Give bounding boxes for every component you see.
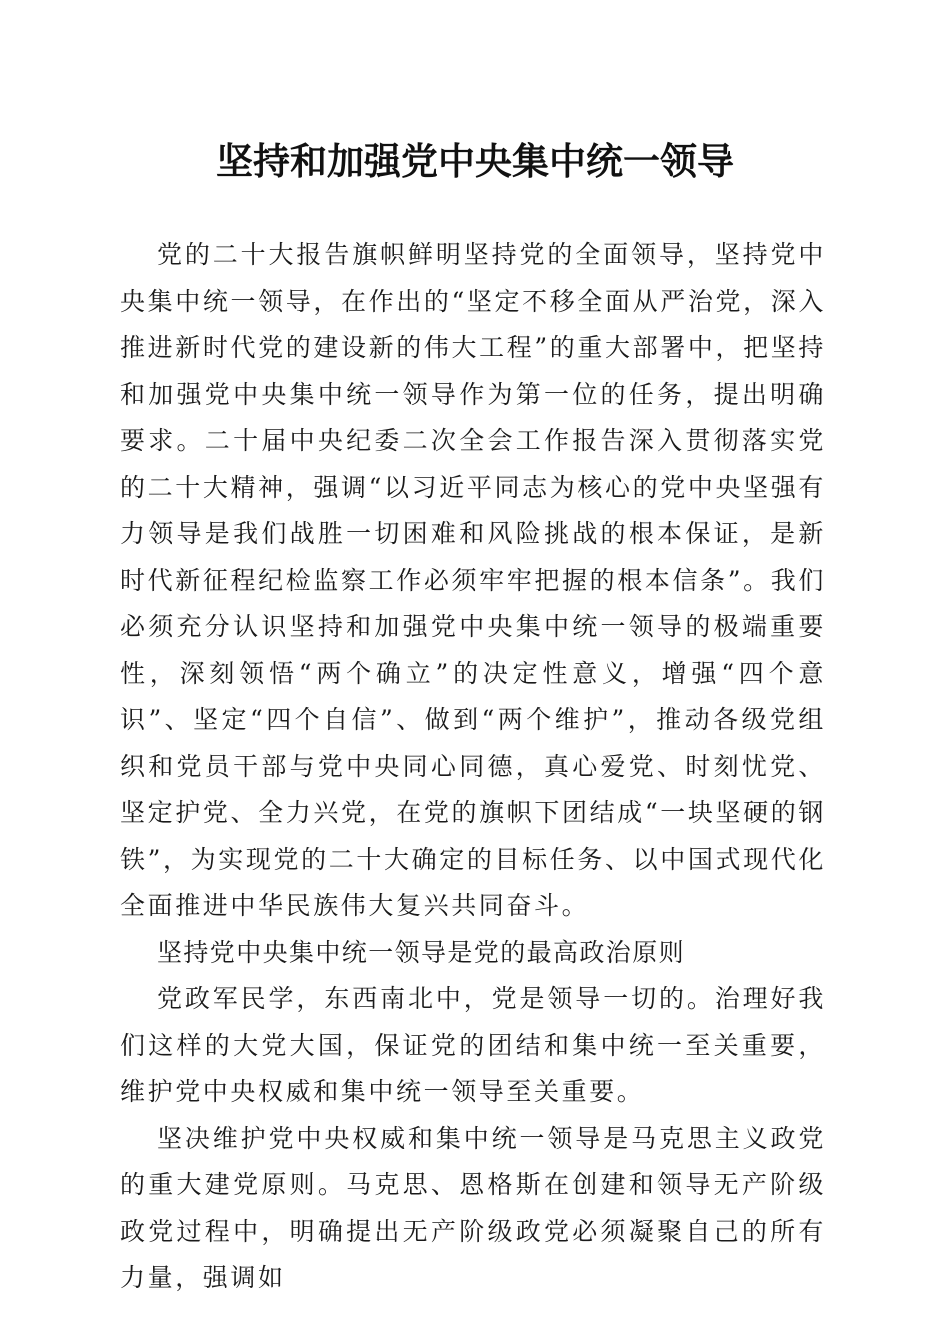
paragraph-intro: 党的二十大报告旗帜鲜明坚持党的全面领导，坚持党中央集中统一领导，在作出的“坚定不移全面从严治党，深入推进新时代党的建设新的伟大工程”的重大部署中，把坚持和加强党中央集中统一领导作为第一位的任务，提出明确要求。二十届中央纪委二次全会工作报告深入贯彻落实党的二十大精神，强调“以习近平同志为核心的党中央坚强有力领导是我们战胜一切困难和风险挑战的根本保证，是新时代新征程纪检监察工作必须牢牢把握的根本信条”。我们必须充分认识坚持和加强党中央集中统一领导的极端重要性，深刻领悟“两个确立”的决定性意义，增强“四个意识”、坚定“四个自信”、做到“两个维护”，推动各级党组织和党员干部与党中央同心同德，真心爱党、时刻忧党、坚定护党、全力兴党，在党的旗帜下团结成“一块坚硬的钢铁”，为实现党的二十大确定的目标任务、以中国式现代化全面推进中华民族伟大复兴共同奋斗。 xyxy=(120,240,826,920)
paragraph-principle: 坚决维护党中央权威和集中统一领导是马克思主义政党的重大建党原则。马克思、恩格斯在创建和领导无产阶级政党过程中，明确提出无产阶级政党必须凝聚自己的所有力量，强调如 xyxy=(120,1123,826,1292)
section-heading: 坚持党中央集中统一领导是党的最高政治原则 xyxy=(157,937,686,967)
document-body xyxy=(120,232,826,1302)
document-title: 坚持和加强党中央集中统一领导 xyxy=(216,139,734,183)
paragraph-leadership: 党政军民学，东西南北中，党是领导一切的。治理好我们这样的大党大国，保证党的团结和集中统一至关重要，维护党中央权威和集中统一领导至关重要。 xyxy=(120,984,826,1106)
